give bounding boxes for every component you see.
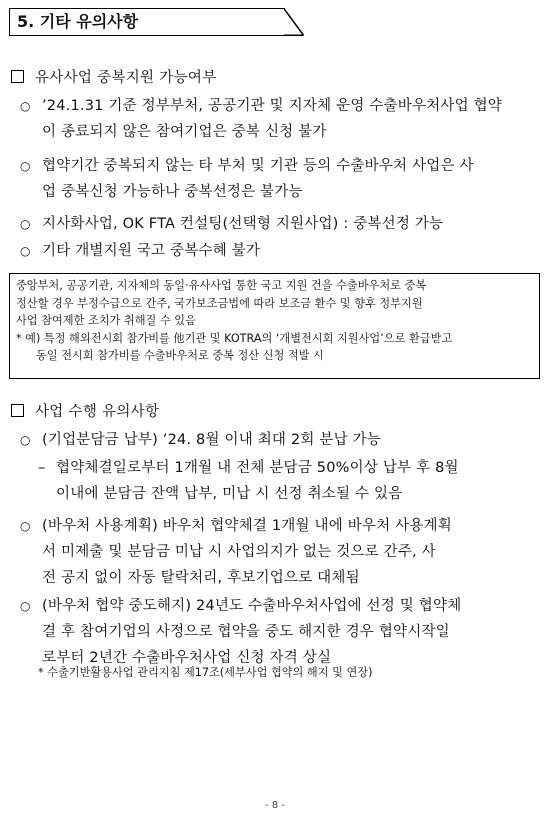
- page-number: - 8 -: [265, 800, 285, 811]
- circle-bullet-icon: ○: [20, 244, 31, 258]
- circle-bullet-icon: ○: [20, 159, 31, 173]
- notice-box: 중앙부처, 공공기관, 지자체의 동일·유사사업 통한 국고 지원 건을 수출바우처로 중복 정산할 경우 부정수급으로 간주, 국가보조금법에 따라 보조금 환수 및 향후 정부지원 사업 참여제한 조치가 취해질 수 있음 * 예) 특정 해외전시회 참가비를 他기관 및 KOTRA의 ‘개별전시회 지원사업’으로 환급받고 동일 전시회 참가비를 수출바우처로 중복 정산 신청 적발 시: [9, 273, 540, 379]
- title-box-corner: [284, 8, 304, 36]
- notice-example: * 예) 특정 해외전시회 참가비를 他기관 및 KOTRA의 ‘개별전시회 지원사업’으로 환급받고 동일 전시회 참가비를 수출바우처로 중복 정산 신청 적발 시: [16, 331, 453, 362]
- section-heading-project-execution: 사업 수행 유의사항: [11, 400, 159, 421]
- footnote: * 수출기반활용사업 관리지침 제17조(세부사업 협약의 해지 및 연장): [38, 666, 373, 679]
- circle-bullet-icon: ○: [20, 519, 31, 533]
- circle-bullet-icon: ○: [20, 99, 31, 113]
- circle-bullet-icon: ○: [20, 217, 31, 231]
- dash-bullet-icon: –: [38, 460, 46, 476]
- section-title: 5. 기타 유의사항: [9, 8, 285, 36]
- square-bullet-icon: [11, 404, 24, 417]
- square-bullet-icon: [11, 70, 24, 83]
- circle-bullet-icon: ○: [20, 599, 31, 613]
- circle-bullet-icon: ○: [20, 433, 31, 447]
- document-page: 5. 기타 유의사항 유사사업 중복지원 가능여부 ○ ’24.1.31 기준 정부부처, 공공기관 및 지자체 운영 수출바우처사업 협약 이 종료되지 않은 참여기업은 중복 신청 불가 ○ 협약기간 중복되지 않는 타 부처 및 기관 등의 수출바우처 사업은 사 업 중복신청 가능하나 중복선정은 불가능 ○ 지사화사업, OK FTA 컨설팅(선택형 지원사업) : 중복선정 가능 ○ 기타 개별지원 국고 중복수혜 불가 중앙부처, 공공기관, 지자체의 동일·유사사업 통한 국고 지원 건을 수출바우처로 중복 정산할 경우 부정수급으로 간주, 국가보조금법에 따라 보조금 환수 및 향후 정부지원 사업 참여제한 조치가 취해질 수 있음 * 예) 특정 해외전시회 참가비를 他기관 및 KOTRA의 ‘개별전시회 지원사업’으로 환급받고 동일 전시회 참가비를 수출바우처로 중복 정산 신청 적발 시 사업 수행 유의사항 ○ (기업분담금 납부) ’24. 8월 이내 최대 2회 분납 가능 – 협약체결일로부터 1개월 내 전체 분담금 50%이상 납부 후 8월 이내에 분담금 잔액 납부, 미납 시 선정 취소될 수 있음 ○ (바우처 사용계획) 바우처 협약체결 1개월 내에 바우처 사용계획 서 미제출 및 분담금 미납 시 사업의지가 없는 것으로 간주, 사 전 공지 없이 자동 탈락처리, 후보기업으로 대체됨 ○ (바우처 협약 중도해지) 24년도 수출바우처사업에 선정 및 협약체 결 후 참여기업의 사정으로 협약을 중도 해지한 경우 협약시작일 로부터 2년간 수출바우처사업 신청 자격 상실 * 수출기반활용사업 관리지침 제17조(세부사업 협약의 해지 및 연장) - 8 -: [0, 0, 550, 822]
- section-heading-duplicate-support: 유사사업 중복지원 가능여부: [11, 66, 217, 87]
